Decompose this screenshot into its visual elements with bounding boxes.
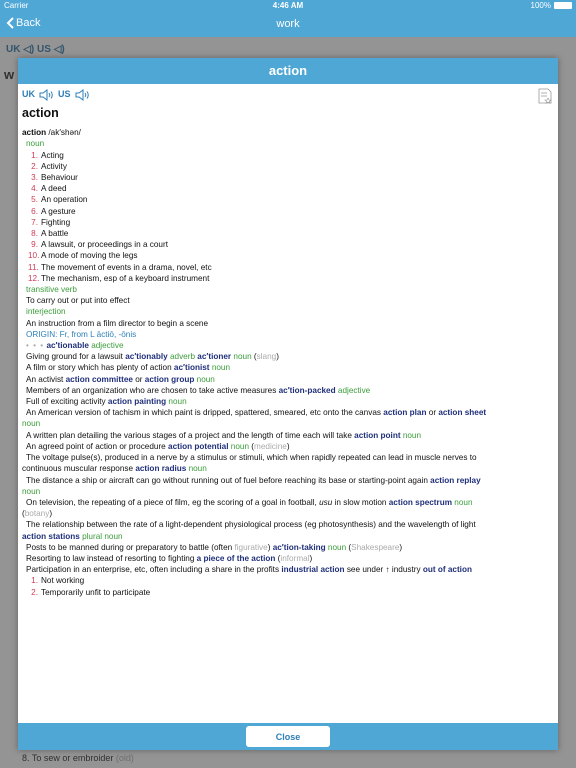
- headword: action: [22, 106, 59, 120]
- derived-line-9b: continuous muscular response action radius noun: [22, 464, 207, 474]
- nav-title: work: [276, 18, 300, 30]
- derived-line-11: On television, the repeating of a piece of film, eg the scoring of a goal in football, usu in slow motion action spectrum noun: [26, 497, 473, 507]
- derived-line-2: A film or story which has plenty of action ac′tionist noun: [26, 363, 231, 373]
- tverb-definition: To carry out or put into effect: [26, 296, 130, 306]
- derived-line-10-pos: noun: [22, 486, 41, 496]
- sense-item: 8. A battle: [31, 229, 69, 239]
- interjection-definition: An instruction from a film director to begin a scene: [26, 318, 209, 328]
- out-of-action-sense-1: 1. Not working: [31, 576, 85, 586]
- back-label: Back: [16, 17, 41, 29]
- derived-line-1: Giving ground for a lawsuit ac′tionably adverb ac′tioner noun (slang): [26, 352, 279, 362]
- derived-line-12b: action stations plural noun: [22, 531, 123, 541]
- entry-heading: action /ak′shən/: [22, 128, 81, 138]
- derived-line-10: The distance a ship or aircraft can go without running out of fuel before reaching its base or starting-point again action replay: [26, 475, 481, 485]
- sense-item: 3. Behaviour: [31, 173, 78, 183]
- status-bar: [0, 0, 576, 12]
- sense-item: 4. A deed: [31, 184, 67, 194]
- status-time: 4:46 AM: [272, 1, 304, 10]
- sense-item: 5. An operation: [31, 195, 88, 205]
- sense-item: 2. Activity: [31, 161, 67, 171]
- sense-list: [22, 150, 554, 284]
- derived-line-15: Participation in an enterprise, etc, often including a share in the profits industrial action see under ↑ industry out of action: [26, 565, 472, 575]
- origin-line: ORIGIN: Fr, from L āctiō, -ōnis: [26, 329, 137, 339]
- close-button[interactable]: Close: [246, 726, 330, 747]
- derived-line-6: An American version of tachism in which paint is dripped, spattered, smeared, etc onto the canvas action plan or action sheet: [26, 408, 487, 418]
- pos-interjection: interjection: [26, 307, 66, 317]
- sense-item: 6. A gesture: [31, 206, 76, 216]
- nav-bar: [0, 12, 576, 37]
- definition-body: [18, 84, 558, 723]
- definition-modal: [18, 58, 558, 750]
- speaker-us-icon[interactable]: [75, 89, 90, 101]
- pron-us-label: US: [58, 89, 71, 100]
- pos-transitive-verb: transitive verb: [26, 285, 77, 295]
- derived-line-11b: (botany): [22, 509, 53, 519]
- derived-line-9: The voltage pulse(s), produced in a nerve by a stimulus or stimuli, which when rapidly repeated can lead in muscle nerves to: [26, 453, 477, 463]
- sense-item: 10. A mode of moving the legs: [28, 251, 138, 261]
- pronunciation-row: [22, 88, 554, 102]
- modal-footer: [18, 723, 558, 750]
- modal-title: action: [18, 58, 558, 84]
- derived-line-4: Members of an organization who are chosen to take active measures ac′tion-packed adjective: [26, 385, 371, 395]
- derived-line-14: Resorting to law instead of resorting to fighting a piece of the action (informal): [26, 553, 313, 563]
- derived-line-8: An agreed point of action or procedure action potential noun (medicine): [26, 441, 290, 451]
- carrier-label: Carrier: [4, 1, 29, 10]
- derived-line-7: A written plan detailing the various stages of a project and the length of time each will take action point noun: [26, 430, 422, 440]
- sense-item: 1. Acting: [31, 150, 64, 160]
- bookmark-icon[interactable]: [538, 88, 552, 104]
- derived-line-5: Full of exciting activity action painting noun: [26, 397, 187, 407]
- sense-item: 9. A lawsuit, or proceedings in a court: [31, 240, 168, 250]
- out-of-action-sense-2: 2. Temporarily unfit to participate: [31, 587, 151, 597]
- derived-line-12: The relationship between the rate of a light-dependent physiological process (eg photosynthesis) and the wavelength of light: [26, 520, 476, 530]
- speaker-uk-icon[interactable]: [39, 89, 54, 101]
- derived-heading: • • • ac′tionable adjective: [26, 341, 124, 351]
- battery-icon: [554, 2, 572, 9]
- derived-line-13: Posts to be manned during or preparatory to battle (often figurative) ac′tion-taking noun (Shakespeare): [26, 542, 403, 552]
- battery-indicator: [531, 1, 572, 10]
- pos-noun: noun: [26, 139, 45, 149]
- battery-percent: 100%: [530, 1, 551, 10]
- derived-line-6-pos: noun: [22, 419, 41, 429]
- sense-item: 12. The mechanism, esp of a keyboard instrument: [28, 273, 210, 283]
- derived-line-3: An activist action committee or action group noun: [26, 374, 215, 384]
- sense-item: 11. The movement of events in a drama, novel, etc: [28, 262, 212, 272]
- sense-item: 7. Fighting: [31, 217, 71, 227]
- pron-uk-label: UK: [22, 89, 35, 100]
